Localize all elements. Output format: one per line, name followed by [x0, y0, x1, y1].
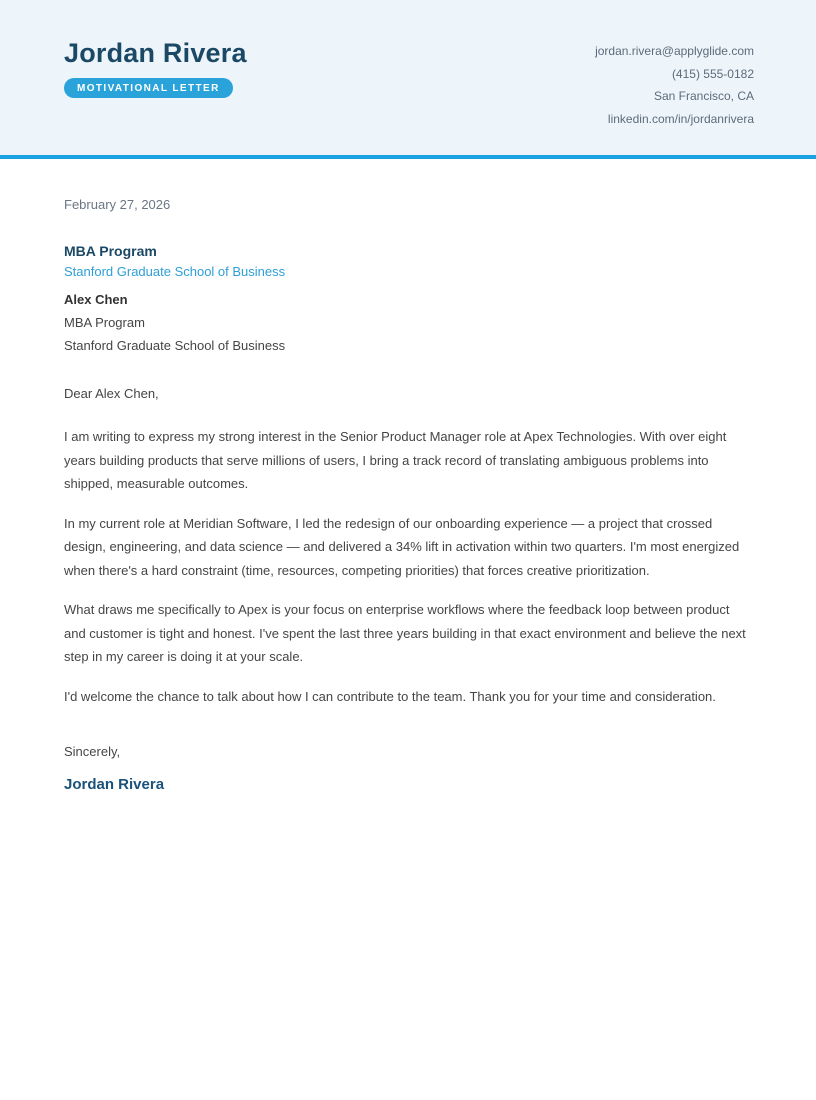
recipient-contact-block — [64, 288, 754, 357]
letter-paragraph-4: I'd welcome the chance to talk about how I can contribute to the team. Thank you for your time and consideration. — [64, 688, 716, 704]
contact-email: jordan.rivera@applyglide.com — [595, 44, 754, 58]
recipient-contact-org: Stanford Graduate School of Business — [64, 338, 286, 353]
recipient-program-heading: MBA Program — [64, 243, 157, 259]
greeting: Dear Alex Chen, — [64, 386, 159, 401]
recipient-block — [64, 243, 754, 357]
signature-name: Jordan Rivera — [64, 776, 165, 793]
recipient-school-link[interactable]: Stanford Graduate School of Business — [64, 264, 286, 279]
closing-salutation: Sincerely, — [64, 744, 121, 759]
letter-date: February 27, 2026 — [64, 197, 171, 212]
page-title: Jordan Rivera — [64, 38, 247, 68]
document-type-badge: MOTIVATIONAL LETTER — [64, 78, 233, 98]
contact-location: San Francisco, CA — [653, 89, 754, 104]
header-identity — [64, 38, 247, 98]
letter-paragraph-1: I am writing to express my strong interest in the Senior Product Manager role at Apex Technologies. With over eight years building products that serve millions of users, I bring a track record of translating ambiguous problems into shipped, measurable outcomes. — [64, 429, 727, 491]
recipient-contact-name: Alex Chen — [64, 292, 128, 307]
contact-info — [595, 38, 754, 131]
letter-header — [0, 0, 816, 159]
letter-paragraph-2: In my current role at Meridian Software, I led the redesign of our onboarding experience — a project that crossed design, engineering, and data science — and delivered a 34% lift in activation within two quarters. I'm most energized when there's a hard constraint (time, resources, competing priorities) that forces creative prioritization. — [64, 515, 740, 578]
letter-paragraph-3: What draws me specifically to Apex is your focus on enterprise workflows where the feedback loop between product and customer is tight and honest. I've spent the last three years building in that exact environment and believe the next step in my career is doing it at your scale. — [64, 602, 746, 664]
letter-body — [0, 197, 816, 853]
recipient-contact-role: MBA Program — [64, 315, 145, 330]
contact-phone: (415) 555-0182 — [671, 66, 754, 81]
contact-linkedin: linkedin.com/in/jordanrivera — [607, 112, 754, 127]
